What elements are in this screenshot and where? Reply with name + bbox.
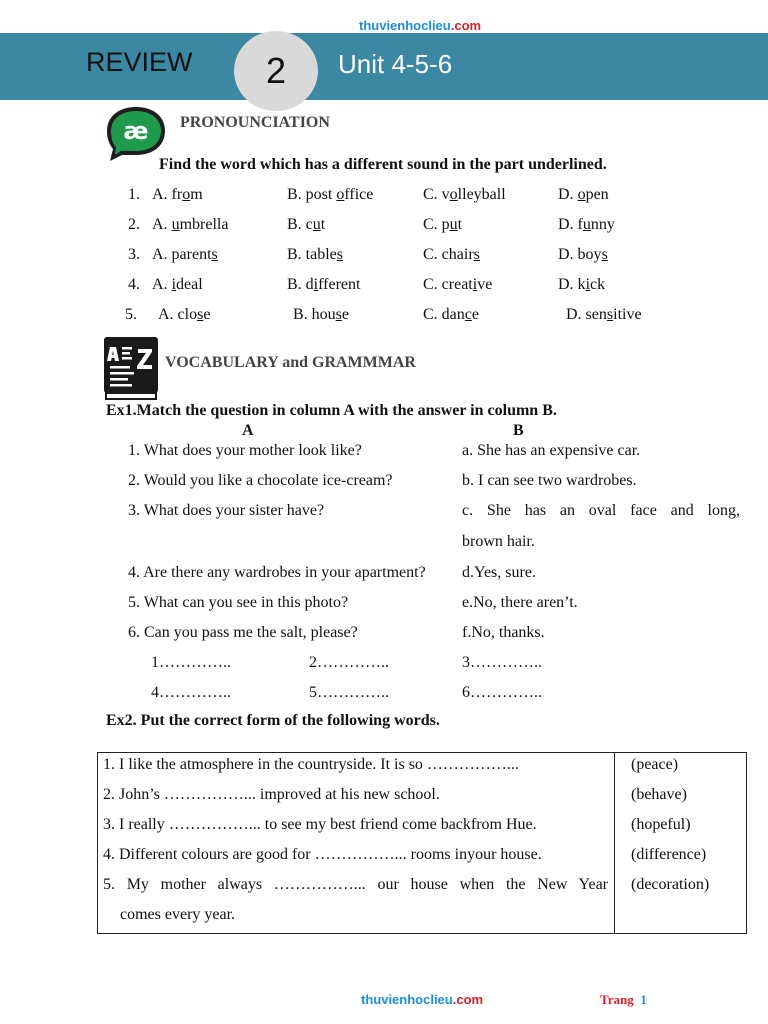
- column-a-header: A: [242, 422, 254, 439]
- pronunciation-instruction: Find the word which has a different sound in the part underlined.: [159, 156, 607, 173]
- question-5: 5. What can you see in this photo?: [128, 594, 349, 611]
- option-c: C. volleyball: [423, 186, 506, 203]
- review-number-badge: 2: [234, 31, 318, 111]
- answer-f: f.No, thanks.: [462, 624, 545, 641]
- word-hint-4: (difference): [631, 846, 707, 863]
- word-form-table: [97, 752, 747, 934]
- option-a: A. from: [152, 186, 203, 203]
- option-d: D. funny: [558, 216, 615, 233]
- sentence-4: 4. Different colours are good for ……………... rooms inyour house.: [103, 846, 542, 863]
- sentence-5: 5. My mother always ……………... our house when the New Year: [103, 876, 608, 893]
- option-d: D. kick: [558, 276, 606, 293]
- answer-blank-4[interactable]: 4…………..: [151, 684, 231, 701]
- word-hint-3: (hopeful): [631, 816, 691, 833]
- option-c: C. dance: [423, 306, 479, 323]
- question-3: 3. What does your sister have?: [128, 502, 325, 519]
- review-label: REVIEW: [86, 47, 193, 77]
- option-a: A. close: [158, 306, 211, 323]
- option-b: B. different: [287, 276, 361, 293]
- answer-c: c. She has an oval face and long,: [462, 502, 740, 519]
- site-link-top[interactable]: thuvienhoclieu.com: [359, 18, 482, 33]
- answer-blank-1[interactable]: 1…………..: [151, 654, 231, 671]
- word-hint-1: (peace): [631, 756, 679, 773]
- sentence-3: 3. I really ……………... to see my best friend come backfrom Hue.: [103, 816, 537, 833]
- ex2-title: Ex2. Put the correct form of the following words.: [106, 712, 440, 729]
- option-d: D. sensitive: [566, 306, 642, 323]
- sentence-2: 2. John’s ……………... improved at his new school.: [103, 786, 440, 803]
- option-b: B. house: [293, 306, 350, 323]
- option-d: D. boys: [558, 246, 608, 263]
- option-c: C. creative: [423, 276, 493, 293]
- option-b: B. cut: [287, 216, 326, 233]
- question-4: 4. Are there any wardrobes in your apartment?: [128, 564, 426, 581]
- svg-text:æ: æ: [123, 117, 149, 145]
- question-2: 2. Would you like a chocolate ice-cream?: [128, 472, 393, 489]
- option-a: A. ideal: [152, 276, 203, 293]
- pronunciation-title: PRONOUNCIATION: [180, 114, 330, 131]
- question-6: 6. Can you pass me the salt, please?: [128, 624, 358, 641]
- answer-a: a. She has an expensive car.: [462, 442, 641, 459]
- answer-blank-5[interactable]: 5…………..: [309, 684, 389, 701]
- answer-blank-3[interactable]: 3…………..: [462, 654, 542, 671]
- page-number: Trang 1: [600, 992, 647, 1007]
- sentence-1: 1. I like the atmosphere in the countryside. It is so ……………...: [103, 756, 519, 773]
- site-link-bottom[interactable]: thuvienhoclieu.com: [361, 992, 484, 1007]
- vocab-title: VOCABULARY and GRAMMMAR: [165, 354, 416, 371]
- answer-blank-2[interactable]: 2…………..: [309, 654, 389, 671]
- unit-label: Unit 4-5-6: [338, 49, 453, 79]
- option-c: C. chairs: [423, 246, 480, 263]
- answer-b: b. I can see two wardrobes.: [462, 472, 637, 489]
- az-book-icon: [102, 335, 160, 401]
- answer-c-cont: brown hair.: [462, 533, 535, 550]
- speech-bubble-ae-icon: [104, 103, 168, 163]
- option-d: D. open: [558, 186, 609, 203]
- option-a: A. parents: [152, 246, 218, 263]
- word-hint-2: (behave): [631, 786, 687, 803]
- word-hint-5: (decoration): [631, 876, 710, 893]
- answer-blank-6[interactable]: 6…………..: [462, 684, 542, 701]
- option-b: B. post office: [287, 186, 374, 203]
- question-1: 1. What does your mother look like?: [128, 442, 362, 459]
- answer-e: e.No, there aren’t.: [462, 594, 578, 611]
- word-cell: [615, 753, 747, 934]
- sentence-5-cont: comes every year.: [120, 906, 236, 923]
- option-c: C. put: [423, 216, 463, 233]
- ex1-title: Ex1.Match the question in column A with the answer in column B.: [106, 402, 557, 419]
- option-a: A. umbrella: [152, 216, 229, 233]
- option-b: B. tables: [287, 246, 343, 263]
- column-b-header: B: [513, 422, 524, 439]
- sentence-cell: [98, 753, 615, 934]
- answer-d: d.Yes, sure.: [462, 564, 536, 581]
